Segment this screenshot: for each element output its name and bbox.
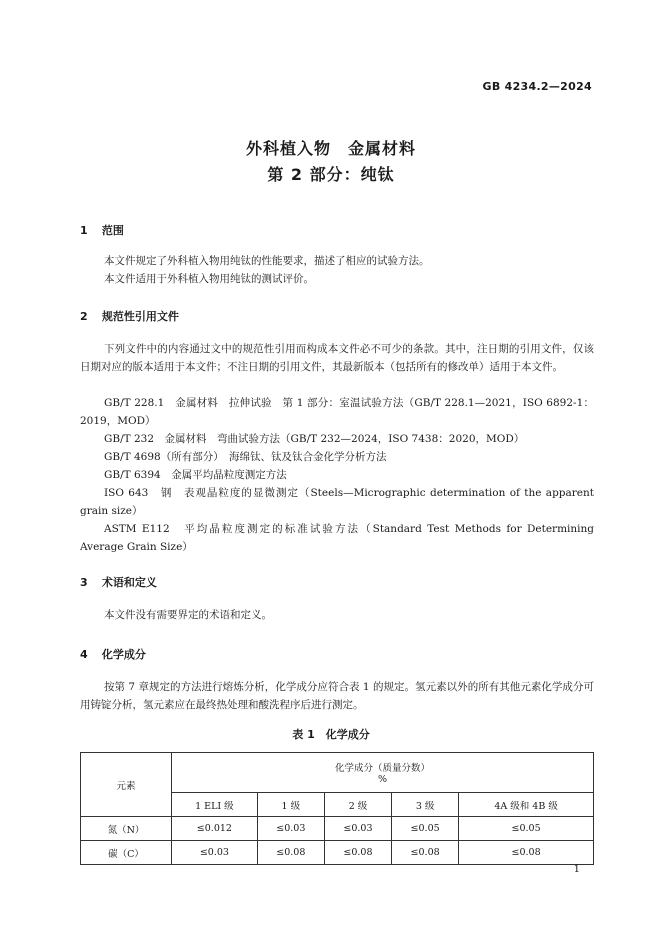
section-number: 2: [80, 310, 88, 323]
section-title: 化学成分: [101, 648, 146, 661]
section-number: 3: [80, 576, 88, 589]
value-cell: ≤0.08: [392, 841, 459, 865]
grade-header: 3 级: [392, 793, 459, 817]
value-cell: ≤0.03: [257, 817, 324, 841]
table-row: [81, 817, 594, 841]
section-title: 术语和定义: [101, 576, 157, 589]
grade-header: 1 ELI 级: [172, 793, 258, 817]
paragraph: 本文件规定了外科植入物用纯钛的性能要求，描述了相应的试验方法。: [104, 255, 430, 267]
value-cell: ≤0.012: [172, 817, 258, 841]
paragraph: 下列文件中的内容通过文中的规范性引用而构成本文件必不可少的条款。其中，注日期的引用文件，仅该日期对应的版本适用于本文件；不注日期的引用文件，其最新版本（包括所有的修改单）适用于本文件。: [80, 343, 594, 373]
paragraph: 本文件适用于外科植入物用纯钛的测试评价。: [104, 273, 314, 285]
paragraph: 本文件没有需要界定的术语和定义。: [104, 609, 272, 621]
reference-item: GB/T 4698（所有部分） 海绵钛、钛及钛合金化学分析方法: [104, 451, 387, 463]
section-title: 范围: [101, 224, 124, 237]
section-heading-scope: [80, 222, 124, 238]
chemical-composition-table: [80, 752, 594, 865]
grade-header: 2 级: [324, 793, 391, 817]
section-heading-normative-references: [80, 308, 179, 324]
grade-header: 1 级: [257, 793, 324, 817]
value-cell: ≤0.05: [392, 817, 459, 841]
element-column-header: 元素: [81, 753, 172, 817]
element-cell: 碳（C）: [81, 841, 172, 865]
section-heading-chemical-composition: [80, 646, 146, 662]
section-heading-terms: [80, 574, 157, 590]
reference-item: GB/T 228.1 金属材料 拉伸试验 第 1 部分：室温试验方法（GB/T 228.1—2021，ISO 6892-1：2019，MOD）: [80, 397, 594, 427]
value-cell: ≤0.03: [172, 841, 258, 865]
section-number: 1: [80, 224, 88, 237]
page-number: 1: [573, 864, 580, 875]
paragraph: 按第 7 章规定的方法进行熔炼分析，化学成分应符合表 1 的规定。氢元素以外的所有其他元素化学成分可用铸锭分析，氢元素应在最终热处理和酸洗程序后进行测定。: [80, 681, 594, 711]
reference-item: ISO 643 钢 表观晶粒度的显微测定（Steels—Micrographic determination of the apparent grain size）: [80, 487, 594, 517]
document-subtitle: 第 2 部分：纯钛: [267, 165, 395, 184]
reference-item: ASTM E112 平均晶粒度测定的标准试验方法（Standard Test Methods for Determining Average Grain Size）: [80, 523, 594, 553]
composition-header-label: 化学成分（质量分数）: [334, 763, 430, 774]
grade-header: 4A 级和 4B 级: [459, 793, 594, 817]
value-cell: ≤0.08: [459, 841, 594, 865]
element-cell: 氮（N）: [81, 817, 172, 841]
reference-item: GB/T 6394 金属平均晶粒度测定方法: [104, 469, 287, 481]
composition-header-unit: %: [377, 774, 388, 785]
value-cell: ≤0.05: [459, 817, 594, 841]
composition-group-header: [172, 753, 594, 793]
reference-item: GB/T 232 金属材料 弯曲试验方法（GB/T 232—2024，ISO 7438：2020，MOD）: [104, 433, 525, 445]
standard-number: GB 4234.2—2024: [482, 80, 592, 93]
section-title: 规范性引用文件: [101, 310, 179, 323]
value-cell: ≤0.08: [324, 841, 391, 865]
value-cell: ≤0.03: [324, 817, 391, 841]
table-caption: 表 1 化学成分: [292, 728, 370, 741]
document-title: 外科植入物 金属材料: [245, 139, 416, 158]
table-row: [81, 841, 594, 865]
value-cell: ≤0.08: [257, 841, 324, 865]
section-number: 4: [80, 648, 88, 661]
